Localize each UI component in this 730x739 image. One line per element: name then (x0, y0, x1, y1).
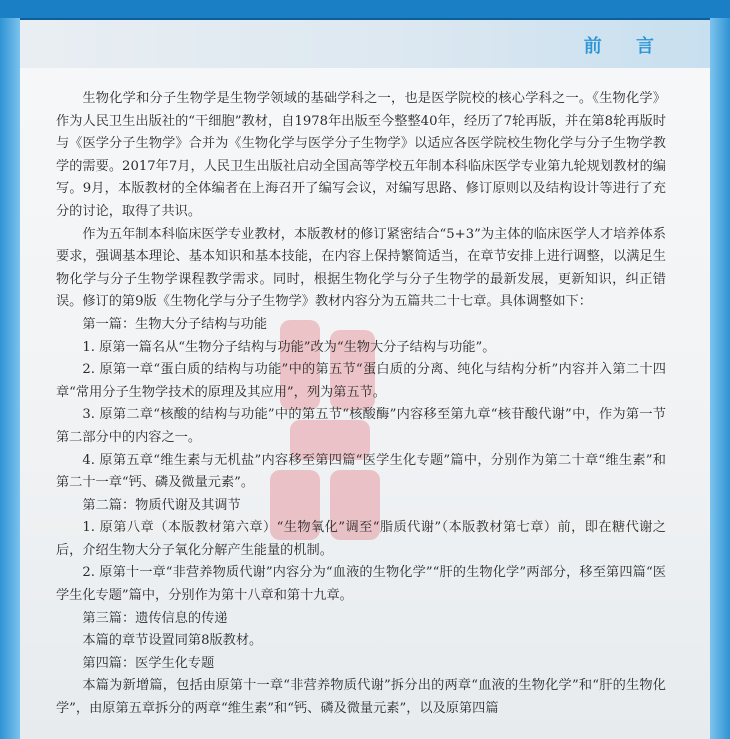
list-item: 1. 原第一篇名从“生物分子结构与功能”改为“生物大分子结构与功能”。 (82, 339, 496, 355)
top-blue-band (0, 0, 730, 20)
section-heading: 第四篇：医学生化专题 (82, 655, 215, 671)
section-heading: 第二篇：物质代谢及其调节 (82, 497, 241, 513)
list-item: 3. 原第二章“核酸的结构与功能”中的第五节“核酸酶”内容移至第九章“核苷酸代谢”中，作为第一节第二部分中的内容之一。 (56, 407, 666, 445)
paragraph: 本篇为新增篇，包括由原第十一章“非营养物质代谢”拆分出的两章“血液的生物化学”和“肝的生物化学”，由原第五章拆分的两章“维生素”和“钙、磷及微量元素”，以及原第四篇 (56, 678, 666, 717)
section-heading: 第三篇：遗传信息的传递 (82, 610, 228, 626)
book-page (20, 20, 710, 739)
page-title: 前 言 (583, 36, 668, 57)
page-header-strip (20, 20, 710, 68)
paragraph: 作为五年制本科临床医学专业教材，本版教材的修订紧密结合“5+3”为主体的临床医学人才培养体系要求，强调基本理论、基本知识和基本技能，在内容上保持繁简适当，在章节安排上进行调整，以满足生物化学与分子生物学课程教学需求。同时，根据生物化学与分子生物学的最新发展，更新知识，纠正错误。修订的第9版《生物化学与分子生物学》教材内容分为五篇共二十七章。具体调整如下： (56, 226, 666, 310)
section-heading: 第一篇：生物大分子结构与功能 (82, 316, 268, 332)
right-blue-frame (710, 18, 730, 739)
left-blue-frame (0, 18, 20, 739)
list-item: 2. 原第十一章“非营养物质代谢”内容分为“血液的生物化学”“肝的生物化学”两部分，移至第四篇“医学生化专题”篇中，分别作为第十八章和第十九章。 (56, 565, 666, 604)
list-item: 4. 原第五章“维生素与无机盐”内容移至第四篇“医学生化专题”篇中，分别作为第二十章“维生素”和第二十一章“钙、磷及微量元素”。 (56, 452, 666, 491)
list-item: 2. 原第一章“蛋白质的结构与功能”中的第五节“蛋白质的分离、纯化与结构分析”内容并入第二十四章“常用分子生物学技术的原理及其应用”，列为第五节。 (56, 362, 666, 400)
preface-body (56, 88, 666, 721)
paragraph: 本篇的章节设置同第8版教材。 (82, 633, 263, 649)
paragraph: 生物化学和分子生物学是生物学领域的基础学科之一，也是医学院校的核心学科之一。《生物化学》作为人民卫生出版社的“干细胞”教材，自1978年出版至今整整40年，经历了7轮再版，并在第8轮再版时与《医学分子生物学》合并为《生物化学与医学分子生物学》以适应各医学院校生物化学与分子生物学教学的需要。2017年7月，人民卫生出版社启动全国高等学校五年制本科临床医学专业第九轮规划教材的编写。9月，本版教材的全体编者在上海召开了编写会议，对编写思路、修订原则以及结构设计等进行了充分的讨论，取得了共识。 (56, 91, 666, 219)
list-item: 1. 原第八章（本版教材第六章）“生物氧化”调至“脂质代谢”（本版教材第七章）前，即在糖代谢之后，介绍生物大分子氧化分解产生能量的机制。 (56, 520, 666, 558)
